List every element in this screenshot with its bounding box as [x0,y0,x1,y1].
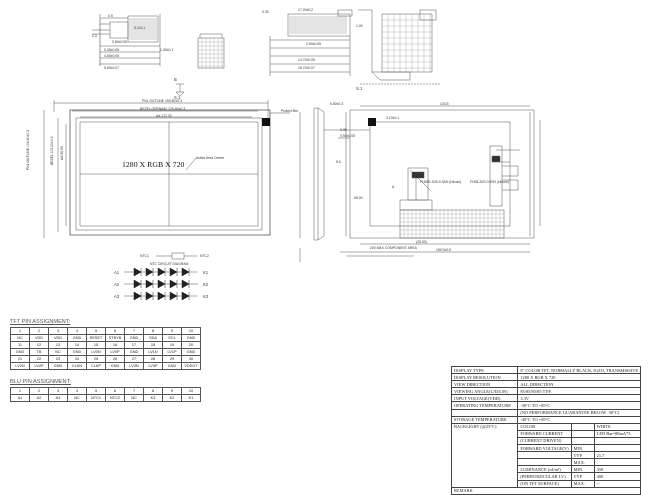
spec-key: VIEWING ANGLE(U/D/L/R) [452,388,518,395]
rear-marker [368,118,376,126]
tft-pin-cell: TB [30,349,49,356]
led-anode-1: A1 [114,270,120,275]
spec-row [452,487,641,494]
blu-pin-title: BLU PIN ASSIGNMENT: [10,379,71,385]
tft-pin-row [11,335,201,342]
tft-pin-cell: GND [182,335,201,342]
tft-pin-cell: 1 [11,328,30,335]
tft-pin-cell: 12 [30,342,49,349]
spec-subkey: LUMINANCE (cd/m²) [518,466,571,473]
tft-pin-cell: LV0N [87,349,106,356]
tft-pin-row [11,342,201,349]
dim-tl-7: 1.30±0.1 [160,48,174,52]
tft-pin-cell: GND [11,349,30,356]
tft-pin-cell: 25 [87,356,106,363]
dim-tl-2: 9.2±0.1 [134,26,146,30]
tft-pin-cell: GND [163,363,182,370]
spec-limit: TYP. [571,473,594,480]
detail-top-mid [270,10,440,84]
dim-r-8: (25.00) [416,240,427,244]
blu-pin-cell: A3 [49,395,68,402]
dim-tm-3: 14.70±0.05 [298,58,315,62]
dim-tm-1: 0.30 [262,10,269,14]
blu-pin-cell: 2 [30,388,49,395]
tft-pin-cell: SDA [144,335,163,342]
tft-pin-cell: NC [11,335,30,342]
tft-pin-cell: LV1P [163,349,182,356]
spec-key: DISPLAY RESOLUTION [452,374,518,381]
spec-row [452,423,641,430]
dim-r-1: 0.35 [340,128,347,132]
tft-pin-cell: GND [106,363,125,370]
tft-pin-cell: 2 [30,328,49,335]
led-circuit [124,268,198,300]
spec-row [452,395,641,402]
section-letter: B [174,77,177,82]
tft-pin-cell: LV1N [144,349,163,356]
led-cathode-2: K2 [203,282,209,287]
blu-pin-cell: NTC2 [106,395,125,402]
outline-top-label: PNL OUTLINE 190.80±0.3 [142,99,182,103]
spec-key: OPERATING TEMPERATURE [452,402,518,409]
spec-limit [571,423,594,430]
spec-table [451,366,641,495]
tft-pin-cell: STBYB [106,335,125,342]
led-cathode-1: K1 [203,270,209,275]
tft-pin-cell: NC [49,349,68,356]
dim-tl-6: 5.50±0.07 [104,66,120,70]
tft-pin-cell: 22 [30,356,49,363]
resolution-label: 1280 X RGB X 720 [122,160,185,169]
spec-subkey: (ON TFT SURFACE) [518,480,571,487]
tft-pin-cell: 30 [182,356,201,363]
aa-top-label: AA 172.32 [156,114,172,118]
tft-pin-cell: VDD [49,335,68,342]
tft-pin-cell: 21 [11,356,30,363]
tft-pin-cell: RESET [87,335,106,342]
tft-pin-row [11,328,201,335]
spec-subkey [518,459,571,466]
tft-pin-cell: 26 [106,356,125,363]
dim-r-0: 5.80±0.3 [330,102,344,106]
tft-pin-title: TFT PIN ASSIGNMENT: [10,319,71,325]
fpc-label-2: FH28-20S-0.5SH (Hirose) [470,180,510,184]
blu-pin-cell: K3 [144,395,163,402]
tft-pin-cell: 27 [125,356,144,363]
spec-value: -- [594,480,640,487]
spec-value [594,445,640,452]
dim-tm-2: 0.50±0.05 [306,42,322,46]
tft-pin-cell: CLKN [68,363,87,370]
spec-row [452,381,641,388]
spec-value: 400 [594,473,640,480]
tft-pin-cell: 23 [49,356,68,363]
dim-tm-5: 1.00 [356,24,363,28]
led-anode-2: A2 [114,282,120,287]
tft-pin-cell: GND [68,335,87,342]
tft-pin-cell: 11 [11,342,30,349]
led-anode-3: A3 [114,294,120,299]
component-area-label: 200 MAX COMPONENT AREA [370,246,417,250]
spec-limit: MIN. [571,466,594,473]
blu-pin-cell: NC [68,395,87,402]
spec-value: LED Bar=80mA*3 [594,430,640,437]
blu-pin-cell: NTC1 [87,395,106,402]
spec-row [452,374,641,381]
spec-limit: TYP. [571,452,594,459]
section-mark-a: A [392,185,395,189]
spec-limit [571,437,594,444]
tft-pin-cell: 9 [163,328,182,335]
tft-pin-table [10,327,201,370]
tft-pin-cell: VDDOT [182,363,201,370]
tft-pin-cell: 13 [49,342,68,349]
spec-subkey: FORWARD VOLTAGE(V) [518,445,571,452]
spec-value: 8" COLOR TFT, NORMALLY BLACK, IGZO, TRANSMISSIVE [518,367,641,374]
dim-tm-0: 17.20±0.2 [298,8,314,12]
dim-tl-1: 0.5 [108,14,113,18]
tft-pin-cell: 6 [106,328,125,335]
blu-pin-cell: 9 [163,388,182,395]
spec-value: 1280 X RGB X 720 [518,374,641,381]
tft-pin-cell: 8 [144,328,163,335]
tft-pin-cell: 15 [87,342,106,349]
blu-pin-cell: K1 [182,395,201,402]
tft-pin-cell: GND [68,349,87,356]
dim-r-4: 3.10±0.1 [386,116,400,120]
spec-value: 85/85/85/85 TYP. [518,388,641,395]
tft-pin-cell: GND [182,349,201,356]
ntc-circuit [156,253,198,259]
dim-tl-4: 0.25±0.05 [104,48,120,52]
tft-pin-cell: 5 [87,328,106,335]
aa-center-note: Active Area Center [196,156,225,160]
spec-limit: MIN. [571,445,594,452]
dim-r-5: 133.5 [440,102,449,106]
section-label-left: S.1 [174,95,181,100]
tft-pin-cell: 7 [125,328,144,335]
spec-row [452,416,641,423]
tft-pin-cell: 10 [182,328,201,335]
rear-view [300,106,540,262]
spec-value: WHITE [594,423,640,430]
spec-key: DISPLAY TYPE [452,367,518,374]
blu-pin-row [11,395,201,402]
ntc-right-label: NTC2 [200,254,209,258]
blu-pin-cell: 7 [125,388,144,395]
spec-row [452,388,641,395]
blu-pin-cell: 1 [11,388,30,395]
dim-r-2: 0.90±0.05 [340,134,356,138]
dim-tl-3: 0.80±0.05 [112,40,128,44]
led-cathode-3: K3 [203,294,209,299]
tft-pin-cell: LV2P [30,363,49,370]
spec-key: VIEW DIRECTION [452,381,518,388]
spec-subkey: FORWARD CURRENT [518,430,571,437]
blu-pin-cell: 6 [106,388,125,395]
spec-subkey: (CURRENT DRIVEN) [518,437,571,444]
spec-limit [571,430,594,437]
dim-r-7: 68.00 [354,196,363,200]
spec-value: -40°C TO +85°C [518,416,641,423]
tft-pin-cell: 28 [144,356,163,363]
tft-pin-cell: 14 [68,342,87,349]
outline-left-label: PNL OUTLINE 106.40±0.3 [26,130,30,170]
spec-key: STORAGE TEMPERATURE [452,416,518,423]
spec-value: (NO PERFORMANCE GUARANTEE BELOW -30°C) [518,409,641,416]
tft-pin-cell: 17 [125,342,144,349]
section-label-right: S.1 [356,86,363,91]
spec-value: ALL DIRECTION [518,381,641,388]
blu-pin-cell: 8 [144,388,163,395]
blu-pin-cell: 5 [87,388,106,395]
spec-row [452,402,641,409]
dim-tl-5: 4.50±0.05 [104,54,120,58]
spec-value: 350 [594,466,640,473]
fpc-label-1: FH26S-30S-0.3SH (Hirose) [420,180,462,184]
protect-film-note: Protect film [281,109,298,113]
tft-pin-cell: 18 [144,342,163,349]
spec-value: 21.7 [594,452,640,459]
spec-value: -30°C TO +85°C [518,402,641,409]
spec-limit: MAX. [571,480,594,487]
ntc-left-label: NTC1 [140,254,149,258]
tft-pin-row [11,363,201,370]
tft-pin-cell: 24 [68,356,87,363]
spec-remark: REMARK [452,487,641,494]
spec-row [452,367,641,374]
tft-pin-cell: GND [49,363,68,370]
spec-value [594,459,640,466]
blu-pin-cell: 4 [68,388,87,395]
spec-key [452,409,518,416]
bezel-left-label: BEZEL 102.20±0.3 [50,136,54,165]
tft-pin-cell: 20 [182,342,201,349]
tft-pin-cell: 3 [49,328,68,335]
tft-pin-cell: GND [125,335,144,342]
blu-pin-row [11,388,201,395]
tft-pin-cell: 19 [163,342,182,349]
blu-pin-table [10,387,201,402]
dim-tm-4: 15.70±0.07 [298,66,315,70]
blu-pin-cell: A1 [11,395,30,402]
protect-film-marker [262,118,270,126]
tft-pin-cell: LV3P [144,363,163,370]
bezel-top-label: BEZEL OPENING 175.60±0.3 [140,107,186,111]
tft-pin-cell: CLKP [87,363,106,370]
blu-pin-cell: A2 [30,395,49,402]
spec-subkey: (PERPENDICULAR LV) [518,473,571,480]
blu-pin-cell: NC [125,395,144,402]
spec-subkey: COLOR [518,423,571,430]
spec-key: INPUT VOLTAGE(VDD) [452,395,518,402]
tft-pin-cell: VDD [30,335,49,342]
blu-pin-cell: 3 [49,388,68,395]
tft-pin-cell: 29 [163,356,182,363]
spec-limit: MAX. [571,459,594,466]
dim-r-3: 8.6 [336,160,341,164]
spec-key: BACKLIGHT (@25°C) [452,423,518,487]
spec-value: 3.3V [518,395,641,402]
tft-pin-row [11,349,201,356]
spec-value [594,437,640,444]
tft-pin-cell: LV0P [106,349,125,356]
spec-row [452,409,641,416]
tft-pin-cell: SCL [163,335,182,342]
tft-pin-row [11,356,201,363]
aa-left-label: AA 96.93 [60,146,64,160]
tft-pin-cell: LV3N [125,363,144,370]
blu-pin-cell: 10 [182,388,201,395]
dim-tl-0: 0.3 [92,34,97,38]
tft-pin-cell: 16 [106,342,125,349]
tft-pin-cell: 4 [68,328,87,335]
spec-subkey [518,452,571,459]
tft-pin-cell: LV2N [11,363,30,370]
front-view [44,100,290,238]
dim-r-6: 150.0±0.5 [436,248,452,252]
blu-pin-cell: K2 [163,395,182,402]
ntc-caption: NTC CIRCUIT DIAGRAM [150,262,189,266]
tft-pin-cell: GND [125,349,144,356]
